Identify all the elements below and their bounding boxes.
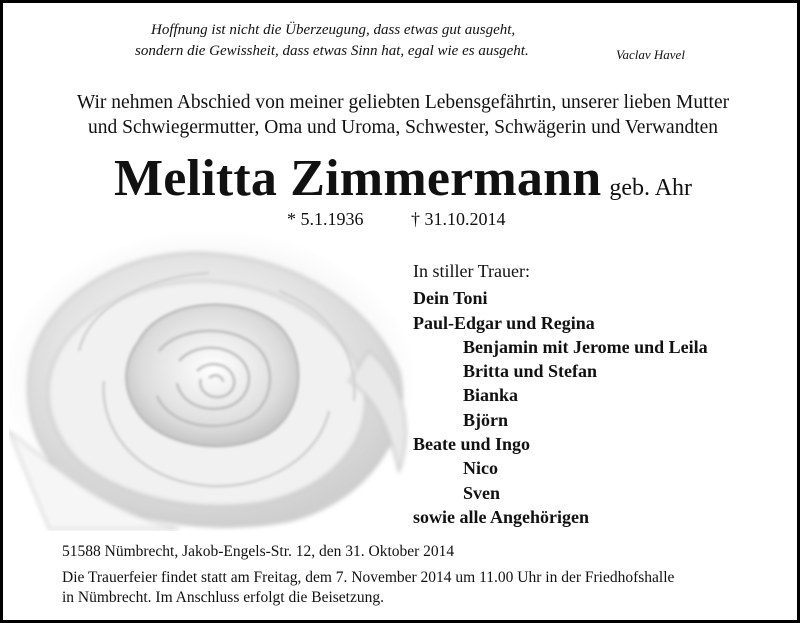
quote-author: Vaclav Havel (616, 47, 685, 62)
intro-line-2: und Schwiegermutter, Oma und Uroma, Schwester, Schwägerin und Verwandten (87, 117, 719, 138)
address-line: 51588 Nümbrecht, Jakob-Engels-Str. 12, den 31. Oktober 2014 (62, 543, 455, 560)
mourner-name: Britta und Stefan (463, 361, 598, 382)
quote-line-1: Hoffnung ist nicht die Überzeugung, dass etwas gut ausgeht, (151, 22, 516, 38)
mourner-name: sowie alle Angehörigen (413, 506, 589, 527)
mourner-name: Bianka (463, 385, 519, 406)
mourners-list (413, 286, 708, 529)
rose-image (9, 231, 419, 531)
intro-text (3, 90, 800, 140)
mourners-block (413, 259, 708, 529)
quote-line-2: sondern die Gewissheit, dass etwas Sinn hat, egal wie es ausgeht. (135, 43, 529, 59)
mourner-name: Dein Toni (413, 288, 488, 309)
service-line-2: in Nümbrecht. Im Anschluss erfolgt die Beisetzung. (62, 589, 384, 606)
footer-block (62, 542, 674, 608)
death-date: † 31.10.2014 (411, 209, 506, 229)
deceased-name: Melitta Zimmermann (113, 150, 602, 207)
maiden-name: geb. Ahr (609, 175, 693, 201)
mourner-name: Benjamin mit Jerome und Leila (463, 336, 708, 357)
service-line-1: Die Trauerfeier findet statt am Freitag, dem 7. November 2014 um 11.00 Uhr in der Friedhofshalle (62, 569, 675, 586)
mourner-name: Paul-Edgar und Regina (413, 312, 595, 333)
mourner-name: Björn (463, 409, 508, 430)
mourner-name: Nico (463, 458, 498, 479)
mourner-name: Beate und Ingo (413, 434, 531, 455)
mourners-intro: In stiller Trauer: (413, 261, 530, 281)
intro-line-1: Wir nehmen Abschied von meiner geliebten Lebensgefährtin, unserer lieben Mutter (76, 92, 730, 113)
mourner-name: Sven (463, 482, 501, 503)
deceased-name-line (3, 149, 800, 208)
birth-date: * 5.1.1936 (287, 209, 364, 229)
